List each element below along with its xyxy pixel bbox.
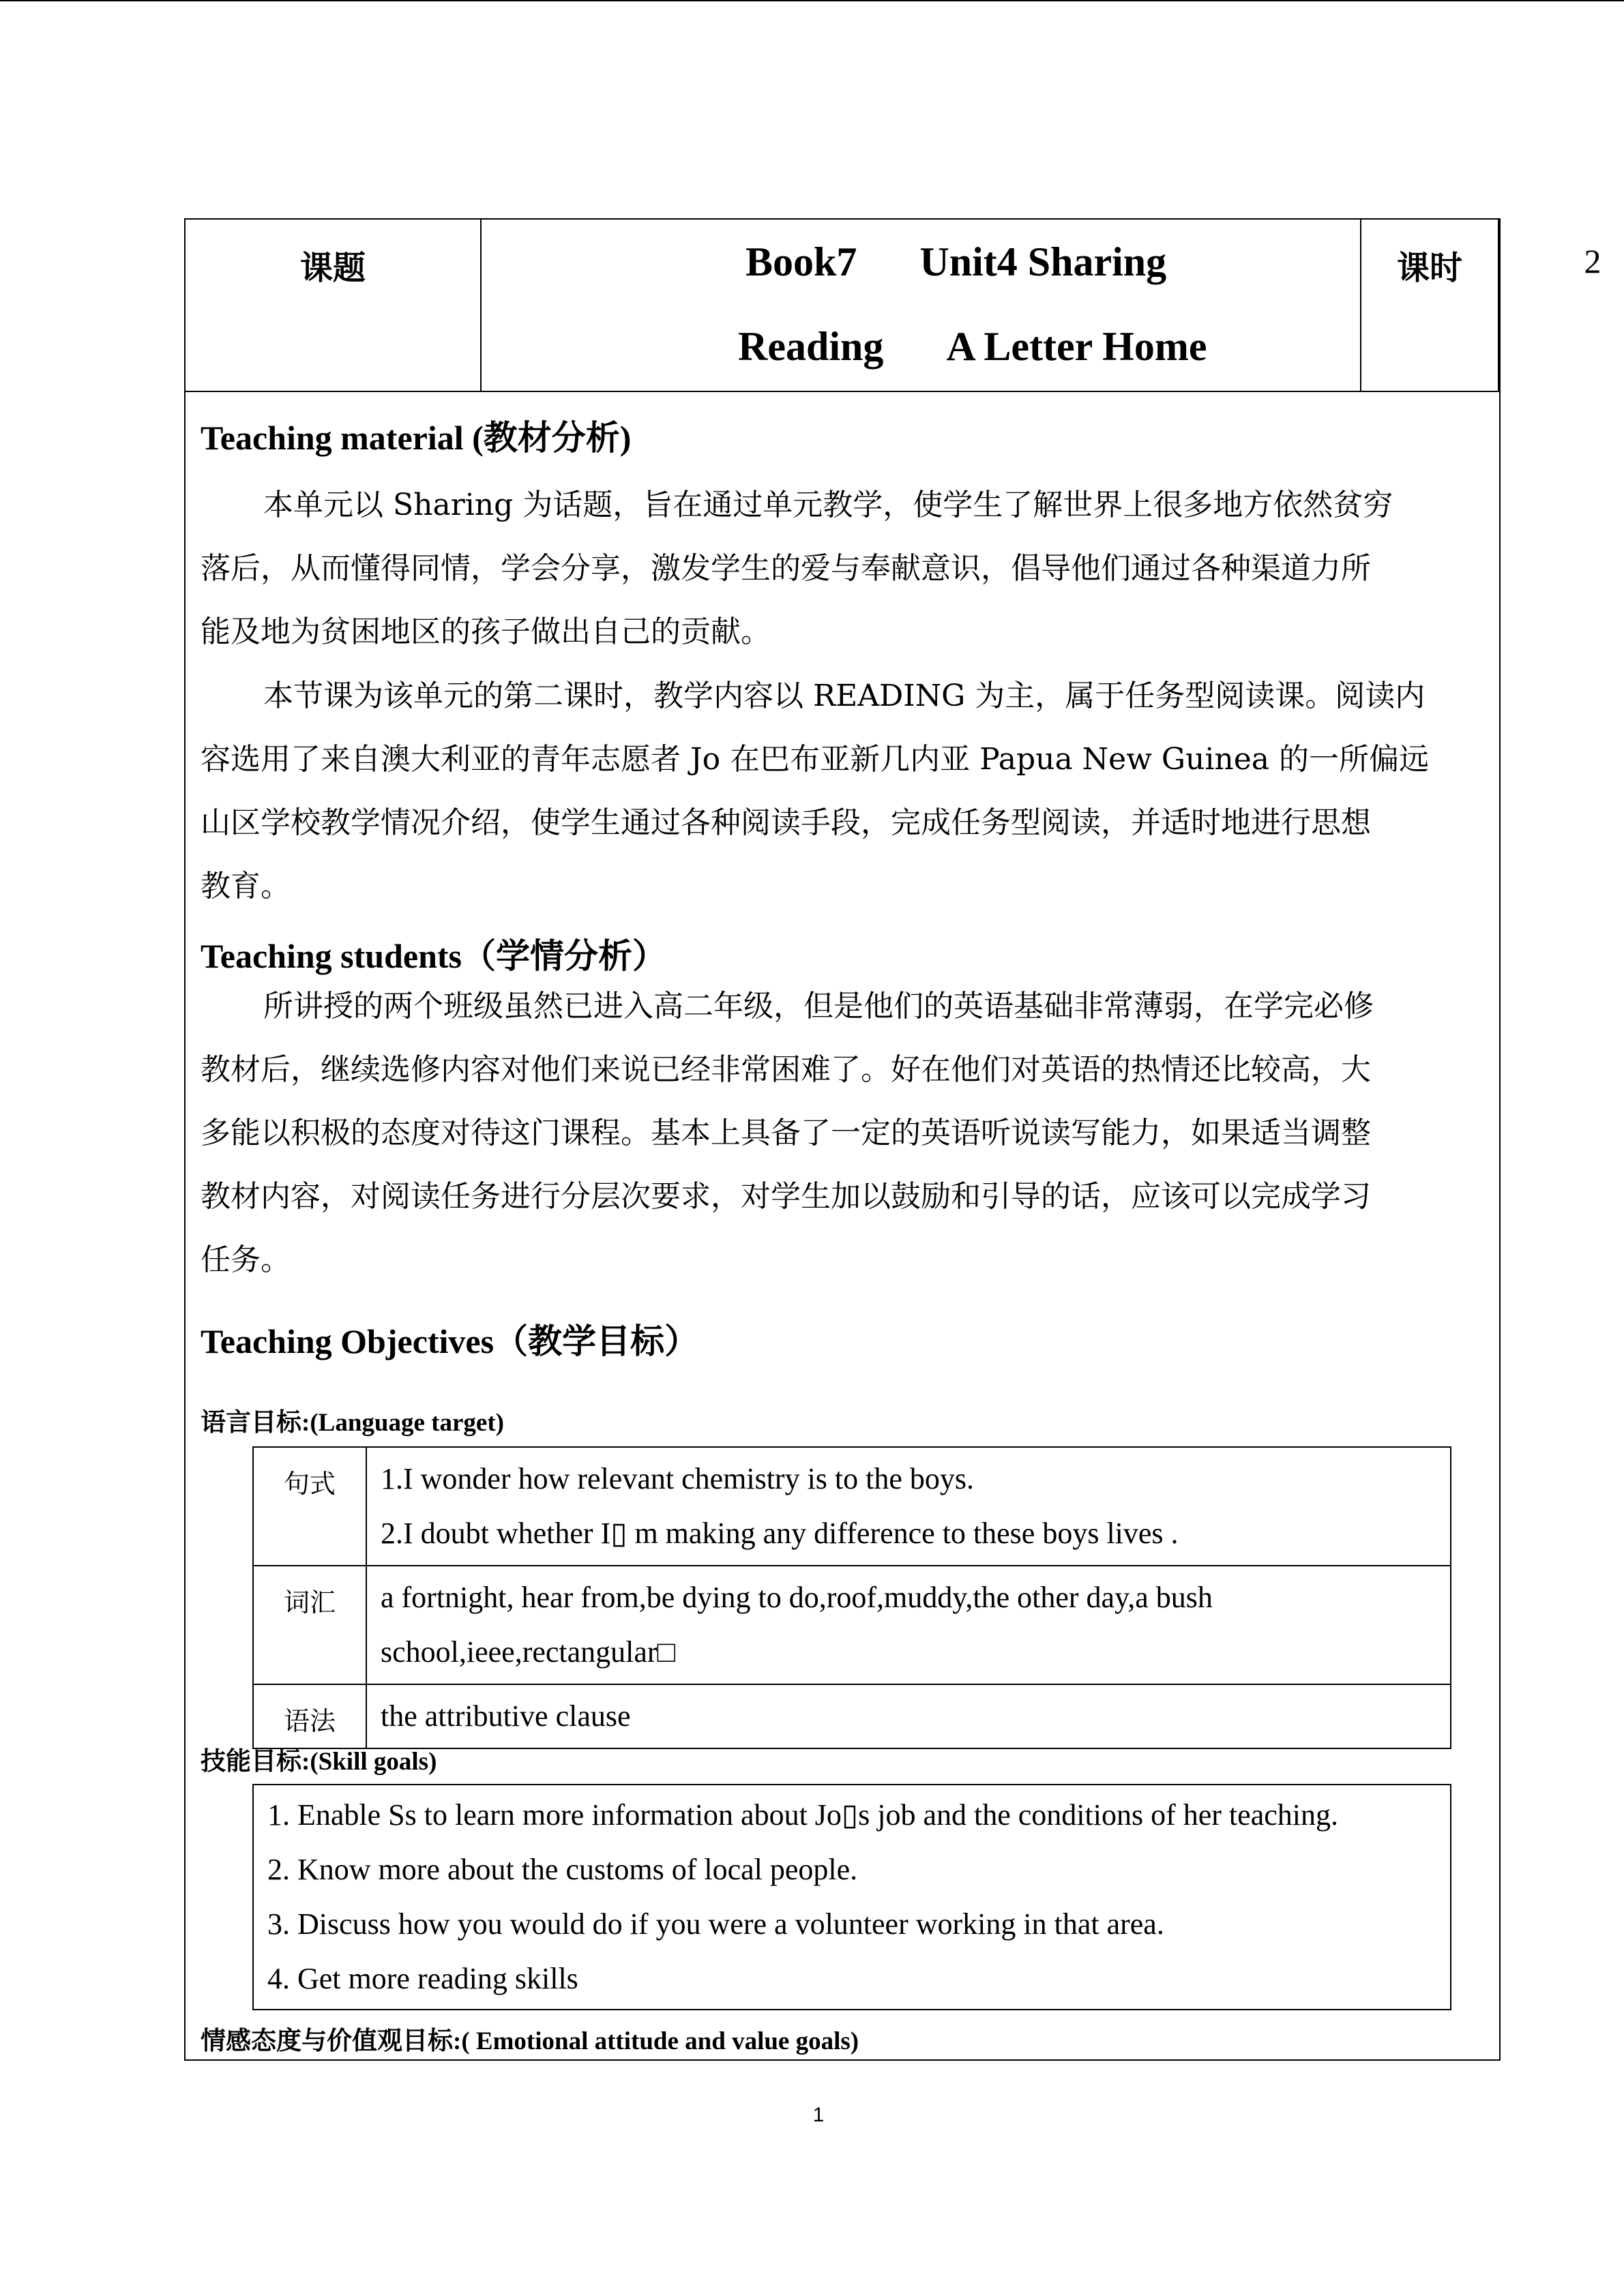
row-value: the attributive clause	[366, 1684, 1451, 1748]
row-label: 语法	[253, 1684, 366, 1748]
skill-goals-list	[253, 1785, 1451, 2010]
period-value-cell	[1499, 220, 1624, 391]
language-target-heading: 语言目标:(Language target)	[201, 1409, 504, 1437]
header-row	[186, 220, 1601, 392]
list-item: 2. Know more about the customs of local people.	[267, 1853, 858, 1886]
list-item: 1. Enable Ss to learn more information about Jo▯s job and the conditions of her teaching.	[267, 1798, 1338, 1832]
table-row	[253, 1566, 1451, 1684]
objectives-heading: Teaching Objectives（教学目标）	[201, 1322, 699, 1360]
skill-goals-table	[252, 1784, 1451, 2010]
material-paragraph-1: 本单元以 Sharing 为话题，旨在通过单元教学，使学生了解世界上很多地方依然贫穷 落后，从而懂得同情，学会分享，激发学生的爱与奉献意识，倡导他们通过各种渠道力所 能及地为贫困地区的孩子做出自己的贡献。	[201, 488, 1393, 649]
language-target-table	[252, 1446, 1451, 1749]
topic-label: 课题	[299, 249, 366, 287]
period-label: 课时	[1396, 249, 1462, 287]
row-value: a fortnight, hear from,be dying to do,roof,muddy,the other day,a bush school,ieee,rectangular□	[366, 1566, 1451, 1684]
skill-goals-heading: 技能目标:(Skill goals)	[201, 1748, 437, 1776]
material-paragraph-2: 本节课为该单元的第二课时，教学内容以 READING 为主，属于任务型阅读课。阅读内 容选用了来自澳大利亚的青年志愿者 Jo 在巴布亚新几内亚 Papua New Guinea 的一所偏远 山区学校教学情况介绍，使学生通过各种阅读手段，完成任务型阅读，并适时地进行思想 教育。	[201, 679, 1430, 904]
table-row	[253, 1447, 1451, 1566]
material-heading: Teaching material (教材分析)	[201, 419, 632, 457]
emotional-goals-heading: 情感态度与价值观目标:( Emotional attitude and value goals)	[201, 2027, 859, 2055]
unit-title: Unit4 Sharing	[919, 239, 1167, 284]
table-row	[253, 1684, 1451, 1748]
row-label: 句式	[253, 1447, 366, 1566]
list-item: 4. Get more reading skills	[267, 1962, 578, 1995]
page-number: 1	[812, 2104, 825, 2126]
top-border-line	[0, 0, 1624, 1]
table-row	[253, 1785, 1451, 2010]
reading-label: Reading	[738, 324, 884, 369]
lesson-title-cell	[482, 220, 1360, 391]
students-paragraph: 所讲授的两个班级虽然已进入高二年级，但是他们的英语基础非常薄弱，在学完必修 教材后，继续选修内容对他们来说已经非常困难了。好在他们对英语的热情还比较高，大 多能以积极的态度对待这门课程。基本上具备了一定的英语听说读写能力，如果适当调整 教材内容，对阅读任务进行分层次要求，对学生加以鼓励和引导的话，应该可以完成学习 任务。	[201, 989, 1374, 1277]
row-label: 词汇	[253, 1566, 366, 1684]
students-heading: Teaching students（学情分析）	[201, 937, 666, 975]
topic-label-cell	[186, 220, 480, 391]
period-value: 2	[1584, 242, 1601, 280]
row-value: 1.I wonder how relevant chemistry is to the boys. 2.I doubt whether I▯ m making any difference to these boys lives .	[366, 1447, 1451, 1566]
list-item: 3. Discuss how you would do if you were a volunteer working in that area.	[267, 1907, 1164, 1941]
book-label: Book7	[745, 239, 857, 284]
period-label-cell	[1361, 220, 1498, 391]
lesson-plan-table	[184, 218, 1601, 2061]
lesson-subtitle: A Letter Home	[946, 324, 1207, 369]
